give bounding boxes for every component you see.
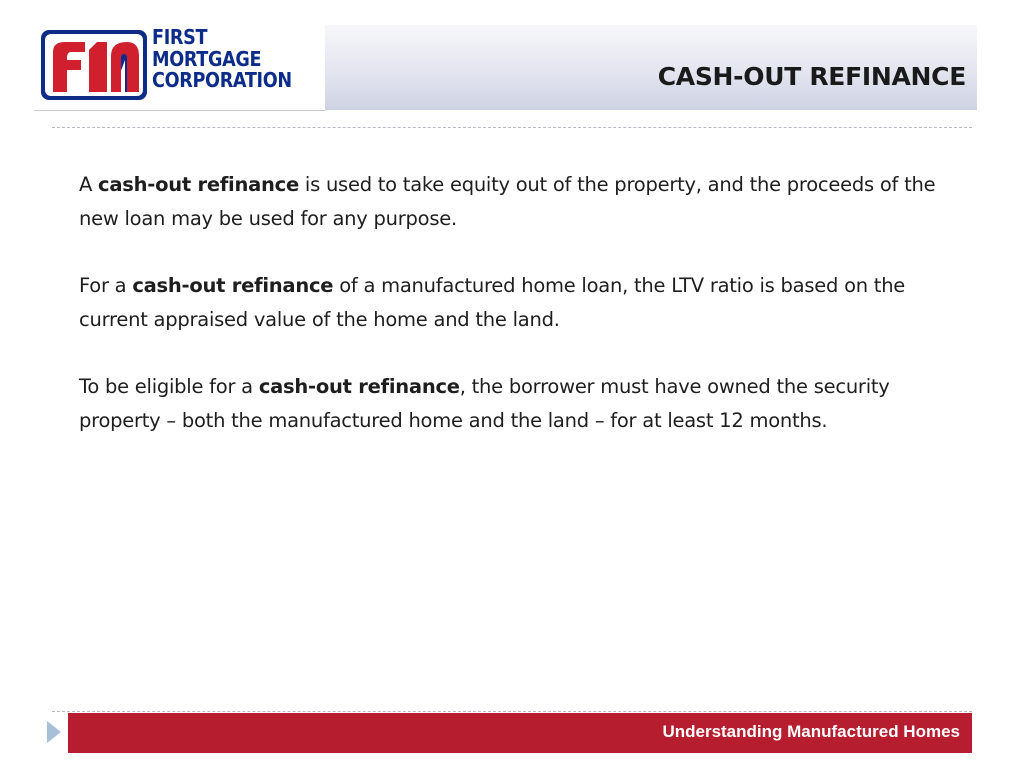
f1-logo-icon [41, 30, 147, 100]
paragraph-2-bold: cash-out refinance [132, 274, 334, 297]
paragraph-3-before: To be eligible for a [79, 375, 259, 398]
paragraph-1-bold: cash-out refinance [98, 173, 299, 196]
paragraph-1 [79, 168, 959, 236]
paragraph-2-after: of a manufactured home loan, the LTV ratio is based on the current appraised value of the home and the land. [79, 274, 906, 331]
paragraph-3 [79, 370, 959, 438]
bottom-divider [52, 711, 972, 712]
logo-line-mortgage: MORTGAGE [152, 46, 262, 71]
company-logo [34, 25, 325, 111]
logo-wordmark [152, 27, 298, 92]
paragraph-1-before: A [79, 173, 99, 196]
triangle-right-icon [47, 721, 61, 743]
paragraph-3-after: , the borrower must have owned the security property – both the manufactured home and the land – for at least 12 months. [79, 375, 890, 432]
paragraph-2 [79, 269, 959, 337]
footer-bar [68, 713, 972, 753]
logo-line-corporation: CORPORATION [152, 68, 292, 92]
slide-title: CASH-OUT REFINANCE [657, 62, 966, 91]
logo-line-first: FIRST [152, 25, 208, 49]
slide-body [79, 168, 959, 471]
paragraph-2-before: For a [79, 274, 133, 297]
footer-text: Understanding Manufactured Homes [662, 722, 960, 741]
top-divider [52, 127, 972, 128]
paragraph-3-bold: cash-out refinance [258, 375, 460, 398]
paragraph-1-after: is used to take equity out of the property, and the proceeds of the new loan may be used for any purpose. [79, 173, 936, 230]
